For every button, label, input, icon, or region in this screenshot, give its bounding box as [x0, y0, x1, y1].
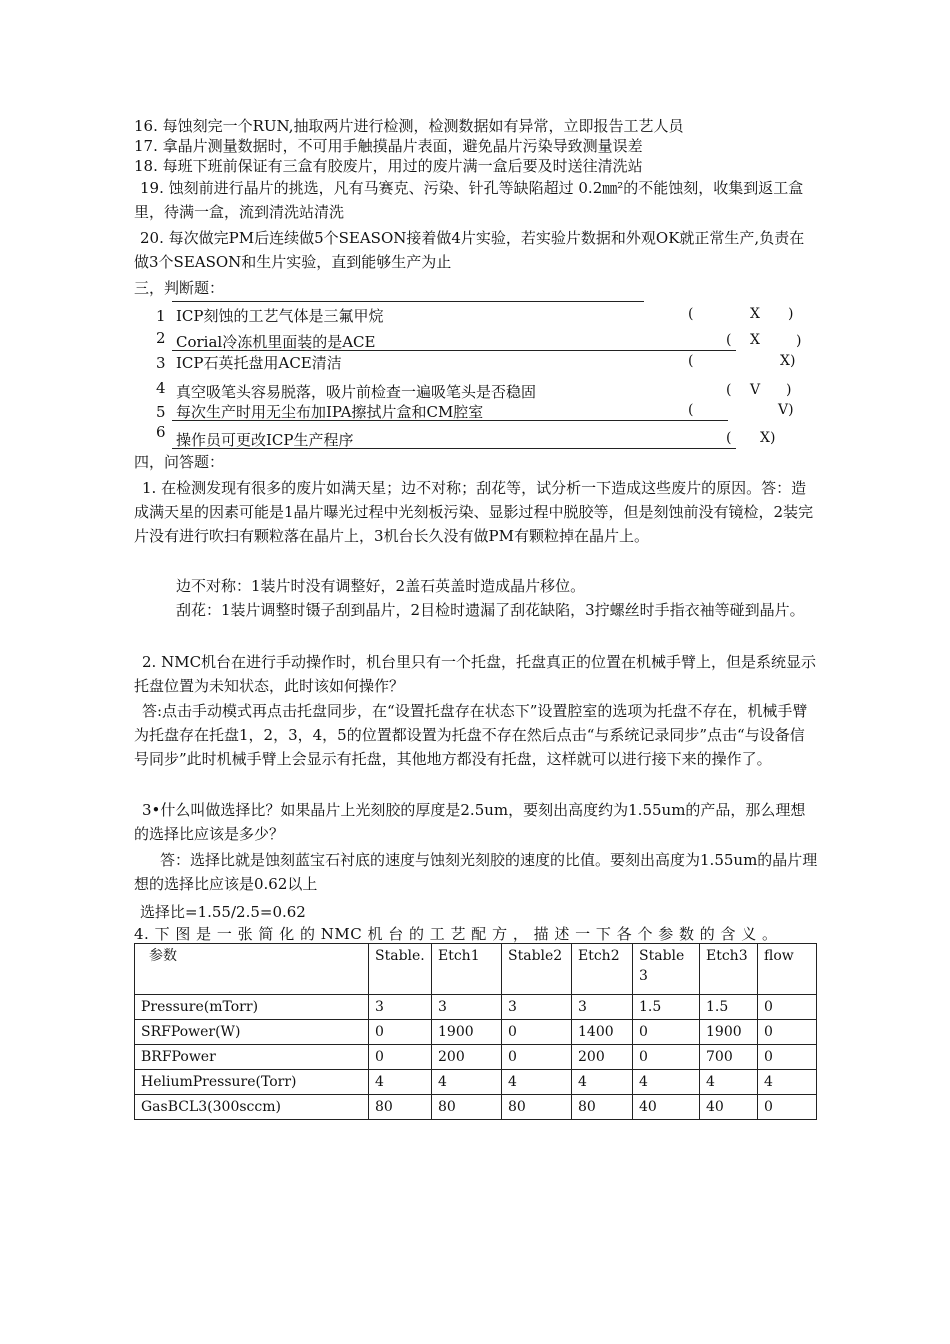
table-cell: 4	[572, 1070, 633, 1095]
question-2: 2. NMC机台在进行手动操作时，机台里只有一个托盘，托盘真正的位置在机械手臂上，但是系统显示托盘位置为未知状态，此时该如何操作？	[134, 653, 817, 695]
table-row	[135, 995, 817, 1020]
paren-open: (	[688, 353, 694, 369]
answer-mark: V)	[778, 402, 794, 418]
table-cell: 40	[633, 1095, 700, 1120]
table-cell: 0	[758, 1095, 817, 1120]
question-1: 1. 在检测发现有很多的废片如满天星；边不对称；刮花等，试分析一下造成这些废片的原因。答：造成满天星的因素可能是1晶片曝光过程中光刻板污染、显影过程中脱胶等，但是刻蚀前没有镜检，2装完片没有进行吹扫有颗粒落在晶片上，3机台长久没有做PM有颗粒掉在晶片上。	[134, 479, 814, 545]
item-number: 2	[156, 329, 166, 347]
row-label: SRFPower(W)	[135, 1020, 369, 1045]
table-cell: 3	[572, 995, 633, 1020]
table-cell: 4	[758, 1070, 817, 1095]
table-cell: 700	[700, 1045, 758, 1070]
answer-1-edge: 边不对称：1装片时没有调整好，2盖石英盖时造成晶片移位。	[176, 577, 586, 595]
item-text: ICP刻蚀的工艺气体是三氟甲烷	[176, 307, 384, 325]
table-cell: 0	[502, 1045, 572, 1070]
row-label: Pressure(mTorr)	[135, 995, 369, 1020]
header-cell: 参数	[135, 944, 369, 995]
selectivity-formula: 选择比=1.55/2.5=0.62	[140, 903, 306, 921]
table-cell: 4	[502, 1070, 572, 1095]
qa-heading: 四，问答题：	[134, 453, 225, 471]
table-cell: 0	[633, 1020, 700, 1045]
table-row	[135, 1045, 817, 1070]
paren-open: (	[726, 382, 732, 398]
question-4: 4. 下 图 是 一 张 简 化 的 NMC 机 台 的 工 艺 配 方 ， 描 述 一 下 各 个 参 数 的 含 义 。	[134, 925, 778, 943]
table-cell: 3	[369, 995, 432, 1020]
table-cell: 0	[633, 1045, 700, 1070]
header-cell: Etch1	[432, 944, 502, 995]
table-cell: 80	[432, 1095, 502, 1120]
answer-mark: V	[750, 382, 761, 398]
table-cell: 4	[633, 1070, 700, 1095]
row-label: HeliumPressure(Torr)	[135, 1070, 369, 1095]
row-label: BRFPower	[135, 1045, 369, 1070]
header-cell: Stable.	[369, 944, 432, 995]
answer-3: 答：选择比就是蚀刻蓝宝石衬底的速度与蚀刻光刻胶的速度的比值。要刻出高度为1.55um的晶片理想的选择比应该是0.62以上	[134, 851, 818, 893]
table-cell: 0	[758, 1045, 817, 1070]
paren-open: (	[726, 430, 732, 446]
table-row	[135, 1095, 817, 1120]
recipe-table	[134, 943, 817, 1120]
answer-mark: X)	[760, 430, 776, 446]
paren-close: )	[786, 382, 792, 398]
header-cell: Stable2	[502, 944, 572, 995]
divider	[172, 301, 644, 302]
header-cell: Stable3	[633, 944, 700, 995]
table-header-row	[135, 944, 817, 995]
answer-1-scratch: 刮花：1装片调整时镊子刮到晶片，2目检时遗漏了刮花缺陷，3拧螺丝时手指衣袖等碰到晶片。	[176, 601, 805, 619]
table-cell: 0	[369, 1020, 432, 1045]
item-text: Corial冷冻机里面装的是ACE	[176, 333, 376, 351]
item-number: 1	[156, 307, 166, 325]
table-cell: 1900	[432, 1020, 502, 1045]
answer-2: 答:点击手动模式再点击托盘同步，在“设置托盘存在状态下”设置腔室的选项为托盘不存在，机械手臂为托盘存在托盘1，2，3，4，5的位置都设置为托盘不存在然后点击“与系统记录同步”点击“与设备信号同步”此时机械手臂上会显示有托盘，其他地方都没有托盘，这样就可以进行接下来的操作了。	[134, 702, 808, 768]
rule-18: 18. 每班下班前保证有三盒有胶废片，用过的废片满一盒后要及时送往清洗站	[134, 157, 643, 175]
table-cell: 1.5	[633, 995, 700, 1020]
table-cell: 3	[432, 995, 502, 1020]
rule-20: 20. 每次做完PM后连续做5个SEASON接着做4片实验，若实验片数据和外观OK就正常生产,负责在做3个SEASON和生片实验，直到能够生产为止	[134, 229, 805, 271]
item-text: 操作员可更改ICP生产程序	[176, 431, 354, 449]
table-cell: 4	[700, 1070, 758, 1095]
row-label: GasBCL3(300sccm)	[135, 1095, 369, 1120]
table-row	[135, 1020, 817, 1045]
divider	[172, 350, 736, 351]
divider	[172, 420, 728, 421]
item-number: 6	[156, 423, 166, 441]
table-cell: 1.5	[700, 995, 758, 1020]
header-cell: Etch2	[572, 944, 633, 995]
paren-open: (	[688, 402, 694, 418]
item-text: 真空吸笔头容易脱落，吸片前检查一遍吸笔头是否稳固	[176, 383, 537, 401]
table-cell: 0	[758, 1020, 817, 1045]
judgment-heading: 三，判断题：	[134, 279, 225, 297]
paren-close: )	[796, 333, 802, 349]
table-cell: 4	[369, 1070, 432, 1095]
answer-mark: X	[750, 306, 760, 322]
header-cell: Etch3	[700, 944, 758, 995]
table-cell: 3	[502, 995, 572, 1020]
item-text: 每次生产时用无尘布加IPA擦拭片盒和CM腔室	[176, 403, 484, 421]
table-cell: 200	[572, 1045, 633, 1070]
item-number: 4	[156, 379, 166, 397]
table-cell: 0	[502, 1020, 572, 1045]
header-cell: flow	[758, 944, 817, 995]
table-cell: 4	[432, 1070, 502, 1095]
table-cell: 0	[369, 1045, 432, 1070]
paren-open: (	[726, 332, 732, 348]
table-cell: 200	[432, 1045, 502, 1070]
item-number: 3	[156, 354, 166, 372]
rule-17: 17. 拿晶片测量数据时，不可用手触摸晶片表面，避免晶片污染导致测量误差	[134, 137, 643, 155]
paren-open: (	[688, 306, 694, 322]
answer-mark: X	[750, 332, 760, 348]
table-cell: 80	[369, 1095, 432, 1120]
item-text: ICP石英托盘用ACE清洁	[176, 354, 342, 372]
table-cell: 1400	[572, 1020, 633, 1045]
table-cell: 0	[758, 995, 817, 1020]
rule-16: 16. 每蚀刻完一个RUN,抽取两片进行检测，检测数据如有异常，立即报告工艺人员	[134, 117, 684, 135]
table-cell: 1900	[700, 1020, 758, 1045]
answer-mark: X)	[780, 353, 796, 369]
divider	[172, 448, 736, 449]
table-row	[135, 1070, 817, 1095]
item-number: 5	[156, 403, 166, 421]
paren-close: )	[788, 306, 794, 322]
rule-19: 19. 蚀刻前进行晶片的挑选，凡有马赛克、污染、针孔等缺陷超过 0.2㎜²的不能蚀刻，收集到返工盒里，待满一盒，流到清洗站清洗	[134, 179, 804, 221]
table-cell: 80	[502, 1095, 572, 1120]
table-cell: 80	[572, 1095, 633, 1120]
question-3: 3•什么叫做选择比？如果晶片上光刻胶的厚度是2.5um，要刻出高度约为1.55um的产品，那么理想的选择比应该是多少？	[134, 801, 806, 843]
table-cell: 40	[700, 1095, 758, 1120]
